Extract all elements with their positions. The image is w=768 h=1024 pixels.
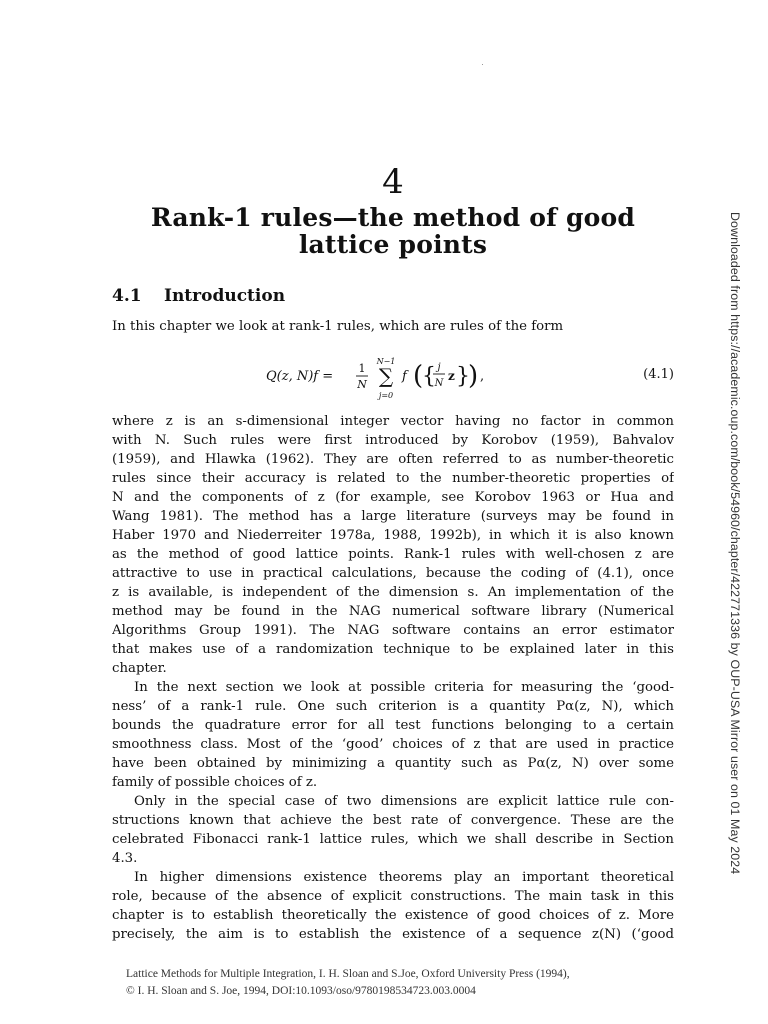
- body-line: ness’ of a rank-1 rule. One such criterion is a quantity Pα(z, N), which: [112, 699, 674, 714]
- body-line: as the method of good lattice points. Rank-1 rules with well-chosen z are: [112, 547, 674, 562]
- body-line: structions known that achieve the best rate of convergence. These are the: [112, 813, 674, 828]
- eq-open-brace: {: [422, 364, 436, 389]
- eq-close-paren: ): [468, 361, 479, 391]
- body-line: that makes use of a randomization technique to be explained later in this: [112, 642, 674, 657]
- eq-trailing: ,: [480, 369, 485, 384]
- eq-sum-symbol: ∑: [378, 364, 394, 388]
- body-line: chapter is to establish theoretically the existence of good choices of z. More: [112, 908, 674, 923]
- body-line: Only in the special case of two dimensions are explicit lattice rule con-: [134, 794, 674, 809]
- section-title: Introduction: [164, 286, 286, 306]
- body-line: role, because of the absence of explicit constructions. The main task in this: [112, 889, 674, 904]
- equation-4-1: [112, 355, 674, 405]
- body-line: have been obtained by minimizing a quantity such as Pα(z, N) over some: [112, 756, 674, 771]
- body-line: method may be found in the NAG numerical software library (Numerical: [112, 604, 674, 619]
- body-line: precisely, the aim is to establish the existence of a sequence z(N) (‘good: [112, 927, 674, 942]
- body-line: Wang 1981). The method has a large literature (surveys may be found in: [112, 509, 674, 524]
- equation-body: [262, 355, 562, 405]
- body-line: attractive to use in practical calculations, because the coding of (4.1), once: [112, 566, 674, 581]
- chapter-title-line-2: lattice points: [298, 230, 488, 259]
- citation-line-2: © I. H. Sloan and S. Joe, 1994, DOI:10.1093/oso/9780198534723.003.0004: [126, 985, 476, 997]
- stray-dot: [482, 64, 483, 65]
- body-line: bounds the quadrature error for all test functions belonging to a certain: [112, 718, 674, 733]
- body-line: smoothness class. Most of the ‘good’ choices of z that are used in practice: [112, 737, 674, 752]
- section-number: 4.1: [112, 286, 142, 306]
- body-line: family of possible choices of z.: [112, 775, 318, 790]
- eq-sum-lower: j=0: [378, 391, 394, 400]
- chapter-title: [60, 204, 726, 258]
- citation-footer: [126, 966, 686, 1000]
- body-line: where z is an s-dimensional integer vector having no factor in common: [112, 414, 674, 429]
- chapter-number: 4: [382, 162, 404, 202]
- body-line: In the next section we look at possible criteria for measuring the ‘good-: [134, 680, 674, 695]
- body-line: Algorithms Group 1991). The NAG software contains an error estimator: [112, 623, 674, 638]
- eq-inner-num: j: [437, 362, 441, 373]
- body-line: with N. Such rules were first introduced by Korobov (1959), Bahvalov: [112, 433, 674, 448]
- eq-frac-num: 1: [358, 362, 366, 375]
- eq-frac-den: N: [357, 378, 367, 391]
- body-line: z is available, is independent of the dimension s. An implementation of the: [112, 585, 674, 600]
- body-line: celebrated Fibonacci rank-1 lattice rules, which we shall describe in Section: [112, 832, 674, 847]
- eq-lhs: Q(z, N)f =: [266, 369, 334, 384]
- section-heading: [112, 286, 285, 306]
- eq-open-paren: (: [413, 361, 424, 391]
- chapter-title-line-1: Rank-1 rules—the method of good: [150, 203, 636, 232]
- eq-close-brace: }: [456, 364, 470, 389]
- body-line: rules since their accuracy is related to the number-theoretic properties of: [112, 471, 674, 486]
- eq-inner-var: z: [448, 369, 455, 383]
- body-line: 4.3.: [112, 851, 138, 866]
- download-notice: [718, 212, 748, 875]
- equation-label: (4.1): [643, 367, 674, 382]
- intro-line: In this chapter we look at rank-1 rules, which are rules of the form: [112, 319, 564, 334]
- body-line: N and the components of z (for example, see Korobov 1963 or Hua and: [112, 490, 674, 505]
- eq-func: f: [402, 369, 407, 384]
- body-line: chapter.: [112, 661, 167, 676]
- body-line: In higher dimensions existence theorems play an important theoretical: [134, 870, 674, 885]
- eq-sum-upper: N−1: [376, 357, 396, 366]
- body-line: (1959), and Hlawka (1962). They are often referred to as number-theoretic: [112, 452, 674, 467]
- download-notice-text: Downloaded from https://academic.oup.com/book/54960/chapter/422771336 by OUP-USA Mirror user on 01 May 2024: [728, 212, 742, 875]
- citation-line-1: Lattice Methods for Multiple Integration, I. H. Sloan and S.Joe, Oxford University Press (1994),: [126, 968, 570, 980]
- body-line: Haber 1970 and Niederreiter 1978a, 1988, 1992b), in which it is also known: [112, 528, 674, 543]
- eq-inner-den: N: [434, 378, 444, 389]
